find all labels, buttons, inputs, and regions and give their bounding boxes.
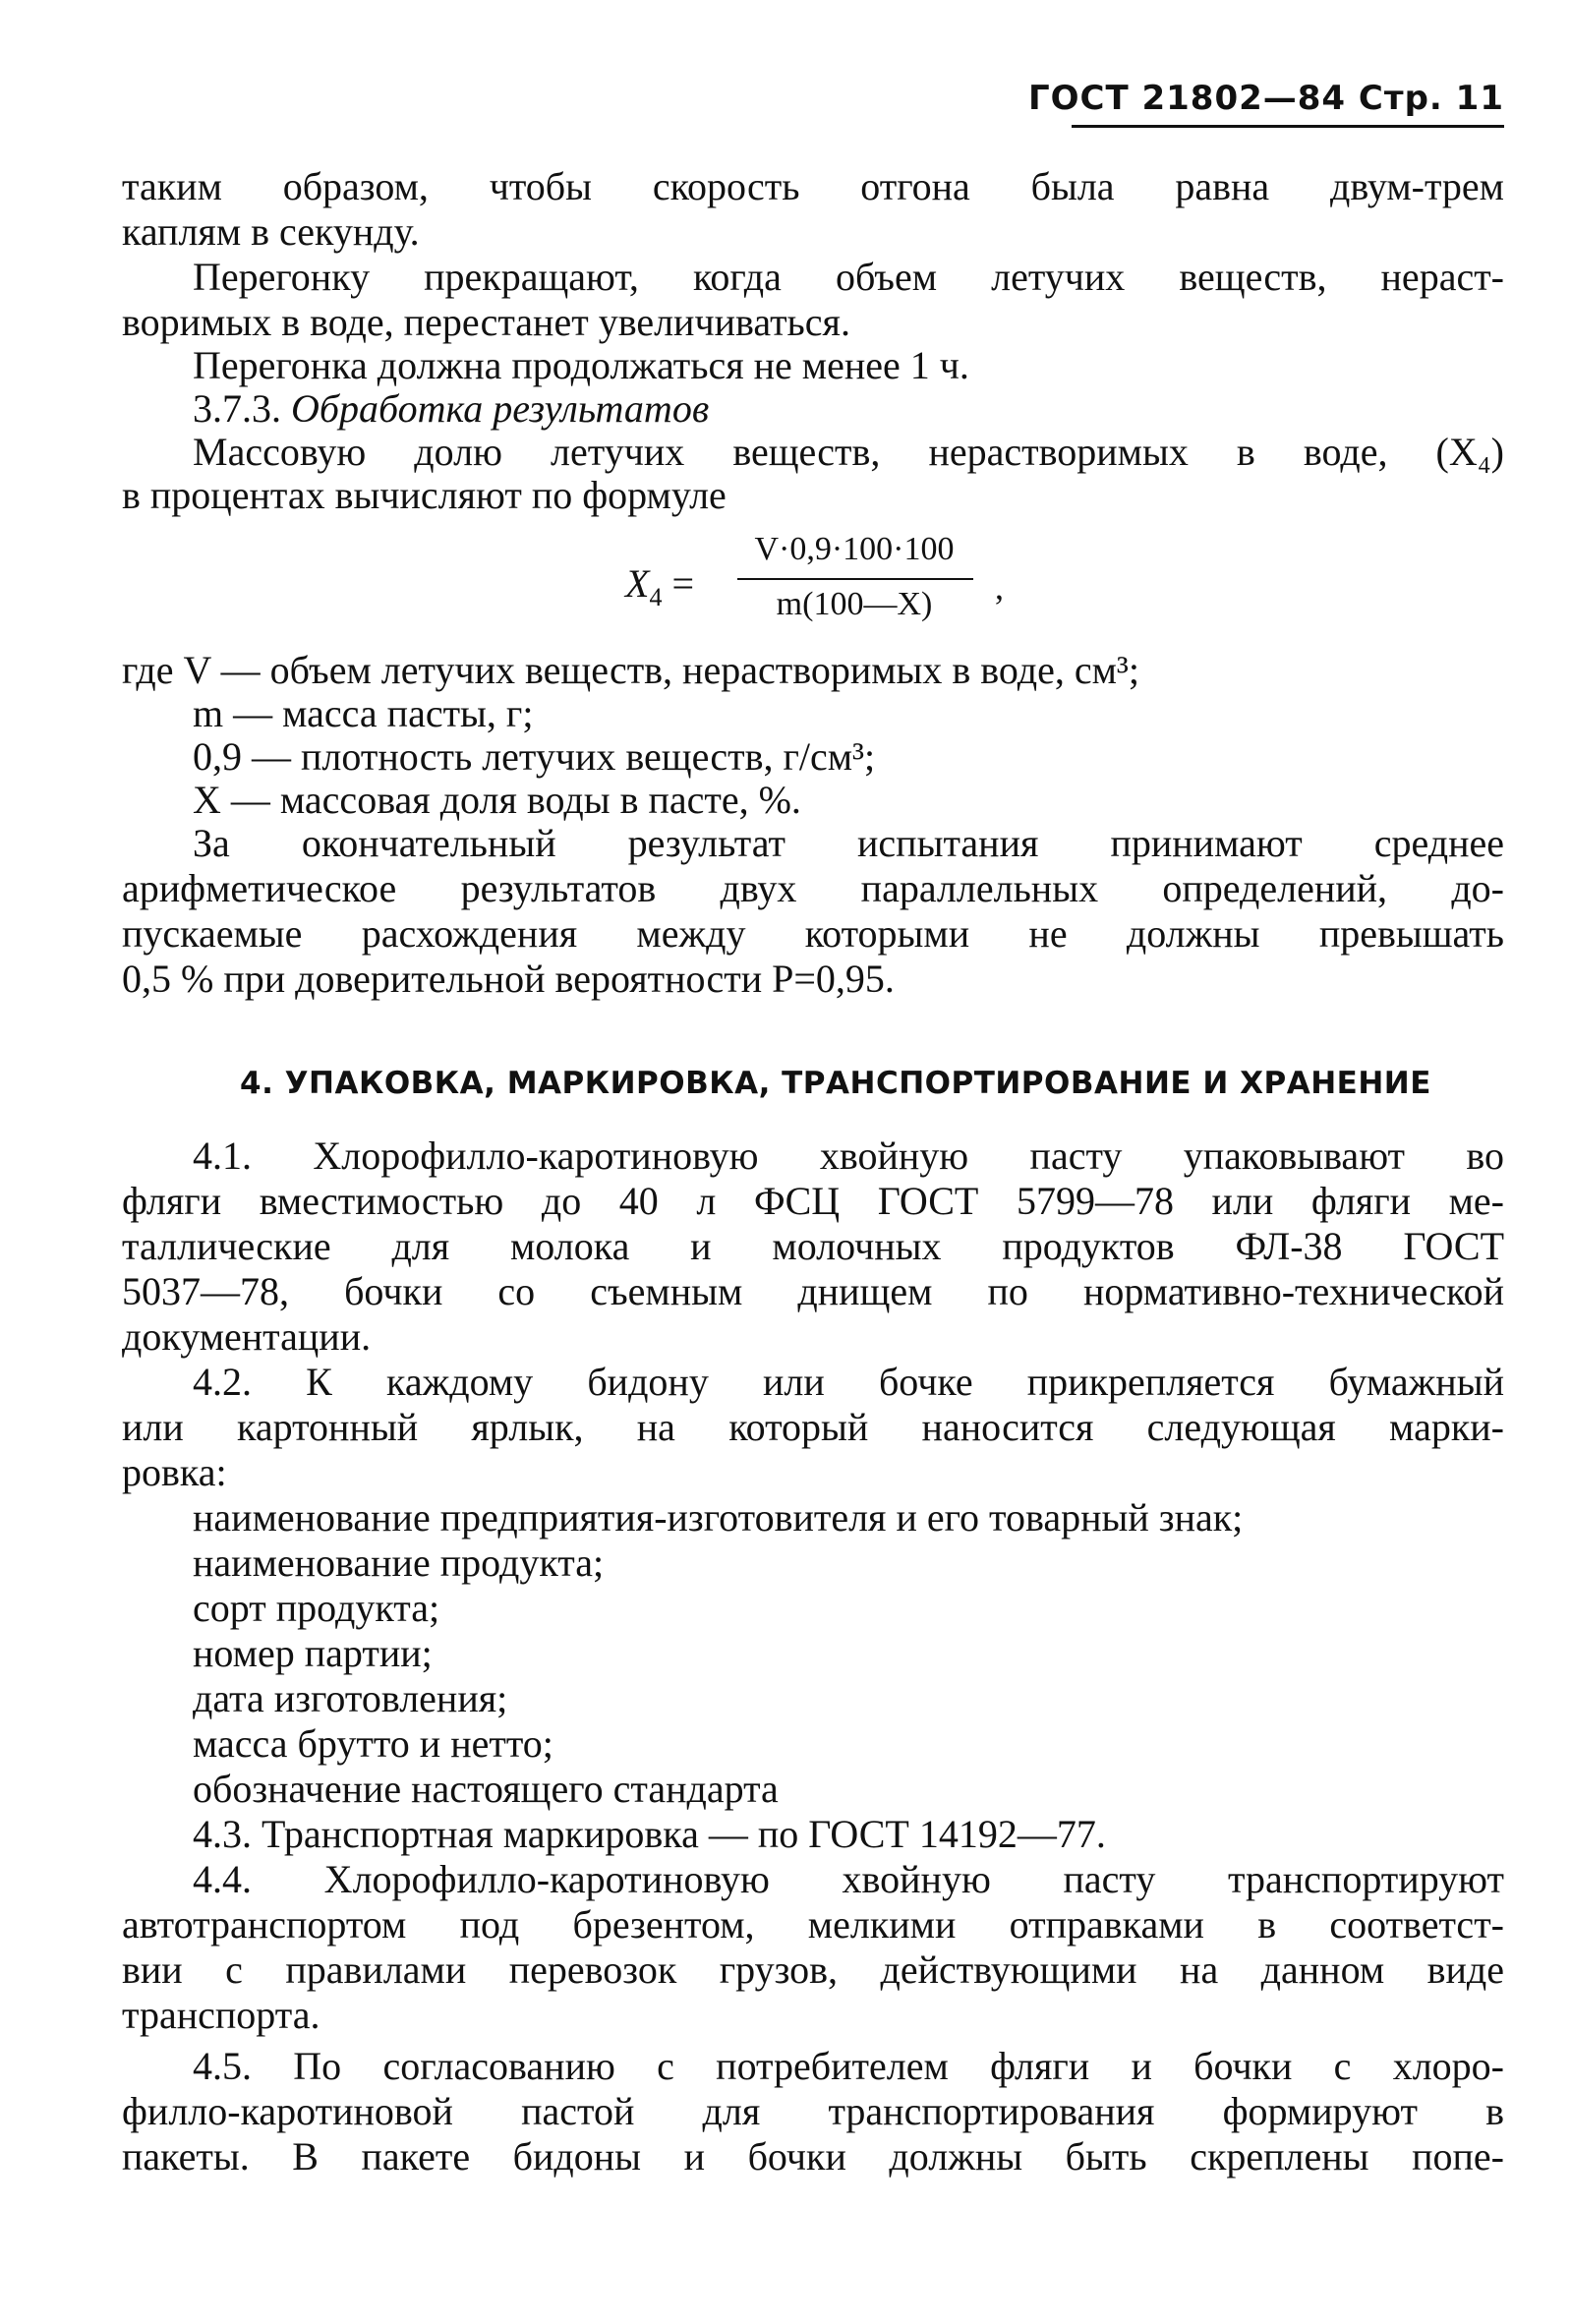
paragraph-line: каплям в секунду. xyxy=(122,209,420,254)
section-heading: 4. УПАКОВКА, МАРКИРОВКА, ТРАНСПОРТИРОВАНИЕ И ХРАНЕНИЕ xyxy=(240,1066,1431,1101)
paragraph-line: Перегонка должна продолжаться не менее 1 ч. xyxy=(193,343,969,387)
list-item: сорт продукта; xyxy=(193,1586,440,1630)
paragraph-line: 4.3. Транспортная маркировка — по ГОСТ 14192—77. xyxy=(193,1812,1106,1856)
paragraph-line: таллические для молока и молочных продуктов ФЛ-38 ГОСТ xyxy=(122,1224,1504,1268)
definition-line: m — масса пасты, г; xyxy=(193,691,534,735)
paragraph-line: или картонный ярлык, на который наносится следующая марки- xyxy=(122,1405,1504,1449)
paragraph-line: фляги вместимостью до 40 л ФСЦ ГОСТ 5799—78 или фляги ме- xyxy=(122,1179,1504,1223)
paragraph-line: арифметическое результатов двух параллельных определений, до- xyxy=(122,866,1504,910)
paragraph-line: филло-каротиновой пастой для транспортирования формируют в xyxy=(122,2089,1504,2133)
list-item: дата изготовления; xyxy=(193,1676,508,1720)
subsection-heading xyxy=(193,385,709,433)
paragraph-line: За окончательный результат испытания принимают среднее xyxy=(193,821,1504,865)
paragraph-line: пакеты. В пакете бидоны и бочки должны быть скреплены попе- xyxy=(122,2134,1504,2179)
formula-lhs: $X_4$ = xyxy=(625,561,694,611)
subsection-number: 3.7.3. xyxy=(193,386,281,431)
list-item: масса брутто и нетто; xyxy=(193,1721,553,1766)
paragraph-line: воримых в воде, перестанет увеличиваться. xyxy=(122,300,850,344)
paragraph-line: пускаемые расхождения между которыми не должны превышать xyxy=(122,911,1504,956)
paragraph-line: вии с правилами перевозок грузов, действующими на данном виде xyxy=(122,1947,1504,1992)
paragraph-line: ровка: xyxy=(122,1450,227,1494)
document-page xyxy=(122,0,1504,2324)
paragraph-line: в процентах вычисляют по формуле xyxy=(122,473,727,517)
formula-comma: , xyxy=(995,567,1004,607)
subsection-title: Обработка результатов xyxy=(291,386,710,431)
paragraph-line: 4.1. Хлорофилло-каротиновую хвойную пасту упаковывают во xyxy=(193,1133,1504,1178)
definition-line: где V — объем летучих веществ, нерастворимых в воде, см³; xyxy=(122,648,1140,692)
paragraph-line: документации. xyxy=(122,1314,372,1359)
paragraph-line: транспорта. xyxy=(122,1993,320,2037)
header-rule xyxy=(1072,125,1504,128)
paragraph-line: 0,5 % при доверительной вероятности P=0,95. xyxy=(122,957,895,1001)
definition-line: X — массовая доля воды в пасте, %. xyxy=(193,778,801,822)
paragraph-line: Массовую долю летучих веществ, нерастворимых в воде, (X₄) xyxy=(193,430,1504,474)
paragraph-line: 4.5. По согласованию с потребителем фляги и бочки с хлоро- xyxy=(193,2044,1504,2088)
formula-numerator: V·0,9·100·100 xyxy=(754,531,955,567)
paragraph-line: автотранспортом под брезентом, мелкими отправками в соответст- xyxy=(122,1902,1504,1946)
list-item: обозначение настоящего стандарта xyxy=(193,1767,779,1811)
paragraph-line: 4.4. Хлорофилло-каротиновую хвойную пасту транспортируют xyxy=(193,1857,1504,1901)
formula-denominator: m(100—X) xyxy=(776,586,933,622)
list-item: наименование предприятия-изготовителя и его товарный знак; xyxy=(193,1495,1244,1540)
formula-x4 xyxy=(554,531,1105,639)
running-head: ГОСТ 21802—84 Стр. 11 xyxy=(1027,79,1504,118)
paragraph-line: 4.2. К каждому бидону или бочке прикрепляется бумажный xyxy=(193,1360,1504,1404)
paragraph-line: Перегонку прекращают, когда объем летучих веществ, нераст- xyxy=(193,255,1504,299)
definition-line: 0,9 — плотность летучих веществ, г/см³; xyxy=(193,734,876,779)
fraction-bar xyxy=(737,578,973,580)
paragraph-line: таким образом, чтобы скорость отгона была равна двум-трем xyxy=(122,164,1504,208)
list-item: номер партии; xyxy=(193,1631,433,1675)
list-item: наименование продукта; xyxy=(193,1540,605,1585)
paragraph-line: 5037—78, бочки со съемным днищем по нормативно-технической xyxy=(122,1269,1504,1313)
